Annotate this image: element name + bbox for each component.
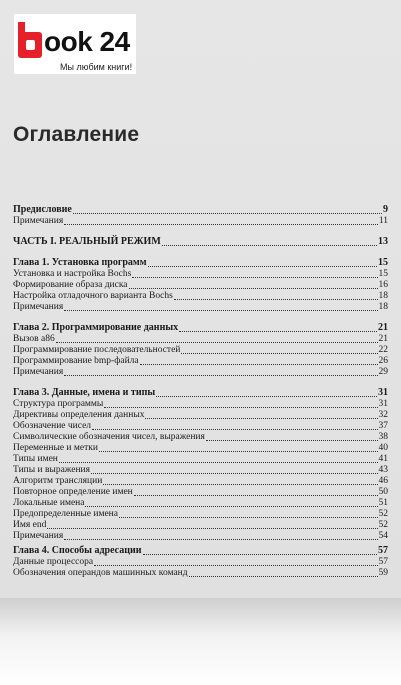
toc-dot-leader [148, 266, 377, 267]
toc-entry-label: Переменные и метки [13, 443, 98, 453]
toc-dot-leader [132, 277, 377, 278]
toc-entry-label: Имя end [13, 520, 47, 530]
toc-page-number: 52 [378, 520, 388, 530]
toc-dot-leader [92, 429, 377, 430]
toc-entry-label: Алгоритм трансляции [13, 476, 103, 486]
toc-page-number: 31 [378, 387, 388, 398]
toc-dot-leader [145, 418, 377, 419]
toc-entry-row [13, 215, 388, 227]
toc-entry-label: Данные процессора [13, 557, 94, 567]
toc-entry-label: Примечания [13, 367, 64, 377]
toc-entry-label: Структура программы [13, 399, 104, 409]
logo-word: ook 24 [44, 26, 130, 57]
toc-entry-label: Локальные имена [13, 498, 85, 508]
toc-page-number: 9 [383, 204, 388, 215]
toc-page-number: 50 [378, 487, 388, 497]
toc-page-number: 22 [378, 345, 388, 355]
toc-page-number: 15 [378, 269, 388, 279]
toc-entry-label: Предопределенные имена [13, 509, 118, 519]
toc-dot-leader [64, 310, 377, 311]
toc-page-number: 52 [378, 509, 388, 519]
toc-dot-leader [59, 462, 378, 463]
toc-page-number: 29 [378, 367, 388, 377]
toc-dot-leader [47, 528, 377, 529]
toc-dot-leader [94, 565, 377, 566]
toc-dot-leader [162, 245, 377, 246]
toc-dot-leader [64, 539, 377, 540]
toc-entry-label: Формирование образа диска [13, 280, 128, 290]
toc-page-number: 43 [378, 465, 388, 475]
toc-dot-leader [64, 375, 377, 376]
toc-page-number: 57 [378, 545, 388, 556]
toc-entry-label: Программирование bmp-файла [13, 356, 139, 366]
toc-entry-label: Глава 1. Установка программ [13, 257, 147, 268]
toc-entry-label: Обозначение чисел [13, 421, 92, 431]
toc-page-number: 38 [378, 432, 388, 442]
toc-dot-leader [143, 554, 377, 555]
toc-page-number: 32 [378, 410, 388, 420]
toc-page-number: 15 [378, 257, 388, 268]
toc-entry-label: Повторное определение имен [13, 487, 133, 497]
toc-entry-label: Предисловие [13, 204, 72, 215]
toc-dot-leader [140, 364, 378, 365]
toc-entry-label: Типы и выражения [13, 465, 90, 475]
toc-page-number: 54 [378, 531, 388, 541]
toc-entry-label: Примечания [13, 302, 64, 312]
toc-page-number: 21 [378, 322, 388, 333]
toc-dot-leader [119, 517, 378, 518]
toc-dot-leader [179, 331, 377, 332]
toc-page-number: 59 [378, 568, 388, 578]
toc-dot-leader [181, 353, 377, 354]
toc-entry-label: Установка и настройка Bochs [13, 269, 132, 279]
toc-page-number: 18 [378, 302, 388, 312]
toc-dot-leader [64, 224, 378, 225]
toc-dot-leader [85, 506, 377, 507]
toc-dot-leader [206, 440, 378, 441]
toc-page-number: 13 [378, 236, 388, 247]
toc-dot-leader [134, 495, 378, 496]
toc-entry-label: Программирование последовательностей [13, 345, 181, 355]
toc-page-number: 11 [378, 216, 388, 226]
toc-entry-label: Типы имен [13, 454, 58, 464]
toc-page-number: 21 [378, 334, 388, 344]
toc-page-number: 37 [378, 421, 388, 431]
book24-logo[interactable] [14, 14, 136, 74]
toc-dot-leader [129, 288, 378, 289]
toc-page-number: 41 [378, 454, 388, 464]
page-bottom-shadow [0, 598, 401, 685]
toc-dot-leader [156, 396, 377, 397]
toc-page-number: 57 [378, 557, 388, 567]
toc-entry-label: Глава 4. Способы адресации [13, 545, 142, 556]
toc-page-number: 16 [378, 280, 388, 290]
toc-entry-label: Глава 3. Данные, имена и типы [13, 387, 156, 398]
logo-b-glyph-icon [18, 32, 42, 58]
toc-entry-label: Глава 2. Программирование данных [13, 322, 179, 333]
toc-dot-leader [73, 213, 382, 214]
toc-dot-leader [56, 342, 378, 343]
toc-entry-label: ЧАСТЬ I. РЕАЛЬНЫЙ РЕЖИМ [13, 236, 161, 247]
toc-dot-leader [174, 299, 378, 300]
toc-dot-leader [189, 576, 378, 577]
toc-dot-leader [99, 451, 378, 452]
toc-entry-label: Примечания [13, 216, 64, 226]
toc-entry-row [13, 366, 388, 378]
page-title: Оглавление [13, 123, 140, 146]
logo-tagline: Мы любим книги! [60, 62, 133, 72]
toc-entry-row [13, 301, 388, 313]
toc-heading-row [13, 236, 388, 248]
toc-entry-label: Символические обозначения чисел, выражения [13, 432, 205, 442]
toc-entry-row [13, 567, 388, 579]
toc-dot-leader [103, 484, 377, 485]
toc-page-number: 51 [378, 498, 388, 508]
toc-entry-label: Обозначения операндов машинных команд [13, 568, 188, 578]
toc-entry-label: Настройка отладочного варианта Bochs [13, 291, 173, 301]
toc-dot-leader [104, 407, 377, 408]
toc-page-number: 18 [378, 291, 388, 301]
toc-page-number: 26 [378, 356, 388, 366]
toc-entry-label: Вызов а86 [13, 334, 55, 344]
toc-entry-row [13, 530, 388, 542]
toc-dot-leader [91, 473, 378, 474]
toc-entry-label: Примечания [13, 531, 64, 541]
toc-page-number: 40 [378, 443, 388, 453]
toc-page-number: 31 [378, 399, 388, 409]
toc-page-number: 46 [378, 476, 388, 486]
toc-entry-label: Директивы определения данных [13, 410, 145, 420]
